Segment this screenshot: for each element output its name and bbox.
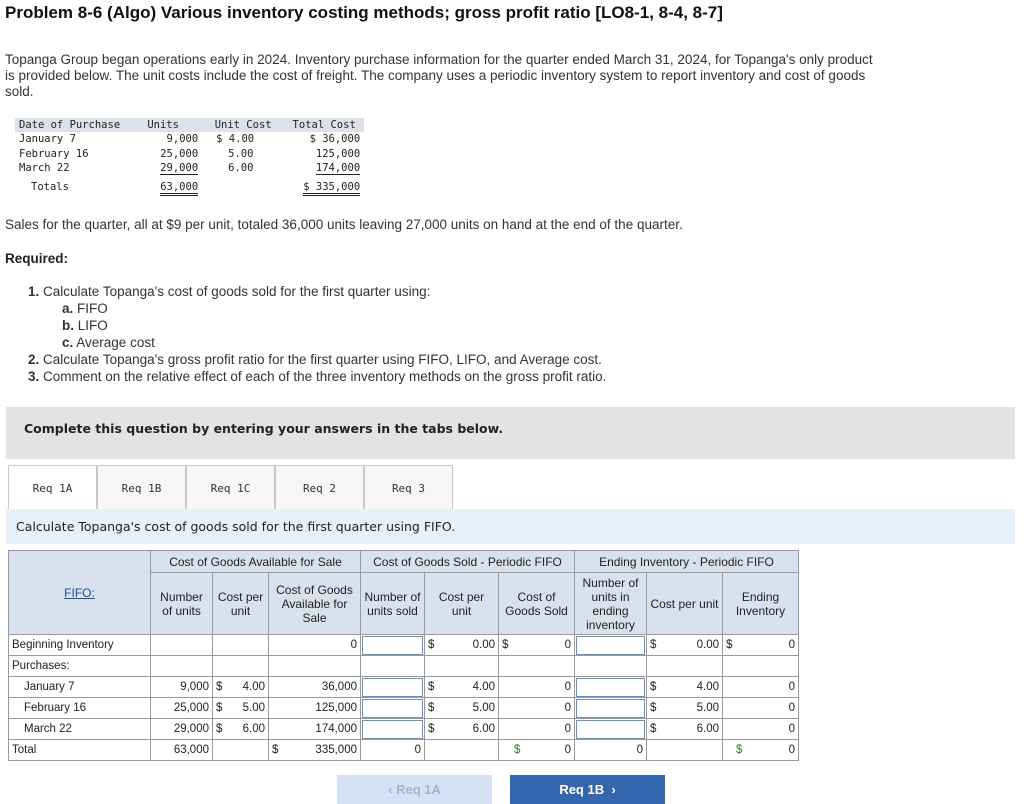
ending-units-input[interactable] xyxy=(575,677,647,698)
ending-units-input[interactable] xyxy=(575,698,647,719)
required-heading: Required: xyxy=(5,251,69,266)
col-header: Cost per unit xyxy=(425,573,499,635)
table-row-mar: March 22 29,000 $ 6.00 174,000 $ 6.00 0 $ 6.00 0 xyxy=(9,719,799,740)
chevron-right-icon: › xyxy=(604,782,616,797)
col-header-date: Date of Purchase xyxy=(15,118,124,132)
next-button-label: Req 1B xyxy=(559,782,605,797)
group-header-cogas: Cost of Goods Available for Sale xyxy=(151,551,361,573)
table-row: March 22 29,000 6.00 174,000 xyxy=(19,162,361,175)
col-header: Cost per unit xyxy=(213,573,269,635)
instructions-banner xyxy=(6,407,1015,459)
req-3-text: Comment on the relative effect of each of the three inventory methods on the gross profit ratio. xyxy=(43,369,607,384)
table-row: January 7 9,000 $ 4.00 $ 36,000 xyxy=(19,133,361,146)
prev-button-label: Req 1A xyxy=(396,782,441,797)
purchase-table xyxy=(15,118,364,198)
req-2-text: Calculate Topanga's gross profit ratio for the first quarter using FIFO, LIFO, and Average cost. xyxy=(43,352,602,367)
col-header-units: Units xyxy=(124,118,202,132)
table-row-beginning: Beginning Inventory 0 $ 0.00 $ 0 $ 0.00 $ 0 xyxy=(9,635,799,656)
table-row-purchases: Purchases: xyxy=(9,656,799,677)
table-row-total: Total 63,000 $ 335,000 0 $ 0 0 $ 0 xyxy=(9,740,799,761)
col-header: Cost of Goods Sold xyxy=(499,573,575,635)
tab-instruction: Calculate Topanga's cost of goods sold for the first quarter using FIFO. xyxy=(6,509,1015,544)
req-1a-text: FIFO xyxy=(77,301,108,316)
table-row-jan: January 7 9,000 $ 4.00 36,000 $ 4.00 0 $ 4.00 0 xyxy=(9,677,799,698)
col-header: Ending Inventory xyxy=(723,573,799,635)
ending-units-input[interactable] xyxy=(575,635,647,656)
col-header: Cost per unit xyxy=(647,573,723,635)
prev-button[interactable] xyxy=(337,775,492,804)
group-header-ending: Ending Inventory - Periodic FIFO xyxy=(575,551,799,573)
col-header: Cost of Goods Available for Sale xyxy=(269,573,361,635)
tab-req-3[interactable]: Req 3 xyxy=(364,465,453,510)
table-row-totals: Totals 63,000 $ 335,000 xyxy=(15,176,364,198)
col-header: Number of units in ending inventory xyxy=(575,573,647,635)
col-header-total-cost: Total Cost xyxy=(284,118,364,132)
req-1c-text: Average cost xyxy=(76,335,155,350)
req-1-text: Calculate Topanga's cost of goods sold for the first quarter using: xyxy=(43,284,431,299)
chevron-left-icon: ‹ xyxy=(388,782,397,797)
ending-units-input[interactable] xyxy=(575,719,647,740)
fifo-table xyxy=(8,550,799,761)
col-header-unit-cost: Unit Cost xyxy=(202,118,284,132)
instructions-banner-text: Complete this question by entering your answers in the tabs below. xyxy=(24,421,504,436)
units-sold-input[interactable] xyxy=(361,635,425,656)
page-title: Problem 8-6 (Algo) Various inventory costing methods; gross profit ratio [LO8-1, 8-4, 8-7] xyxy=(5,3,723,22)
tab-req-2[interactable]: Req 2 xyxy=(275,465,364,510)
requirements-list: 1. Calculate Topanga's cost of goods sold for the first quarter using: a. FIFO b. LIFO c. Average cost 2. Calculate Topanga's gross profit ratio for the first quarter using FIFO, LIFO, and Average cost. 3. Comment on the relative effect of each of the three inventory methods on the gross profit ratio. xyxy=(28,284,607,384)
units-sold-input[interactable] xyxy=(361,698,425,719)
col-header: Number of units xyxy=(151,573,213,635)
req-1b-text: LIFO xyxy=(77,318,108,333)
sales-text: Sales for the quarter, all at $9 per unit, totaled 36,000 units leaving 27,000 units on hand at the end of the quarter. xyxy=(5,217,683,232)
group-header-cogs: Cost of Goods Sold - Periodic FIFO xyxy=(361,551,575,573)
tab-req-1a[interactable]: Req 1A xyxy=(8,465,97,510)
units-sold-input[interactable] xyxy=(361,677,425,698)
fifo-label: FIFO: xyxy=(64,585,95,600)
table-row: February 16 25,000 5.00 125,000 xyxy=(19,147,361,160)
intro-text: Topanga Group began operations early in 2024. Inventory purchase information for the quarter ended March 31, 2024, for Topanga's only product is provided below. The unit costs include the cost of freight. The company uses a periodic inventory system to report inventory and cost of goods sold. xyxy=(5,52,873,99)
next-button[interactable] xyxy=(510,775,665,804)
units-sold-input[interactable] xyxy=(361,719,425,740)
tab-req-1c[interactable]: Req 1C xyxy=(186,465,275,510)
col-header: Number of units sold xyxy=(361,573,425,635)
tab-bar xyxy=(8,465,453,509)
tab-req-1b[interactable]: Req 1B xyxy=(97,465,186,510)
table-row-feb: February 16 25,000 $ 5.00 125,000 $ 5.00 0 $ 5.00 0 xyxy=(9,698,799,719)
